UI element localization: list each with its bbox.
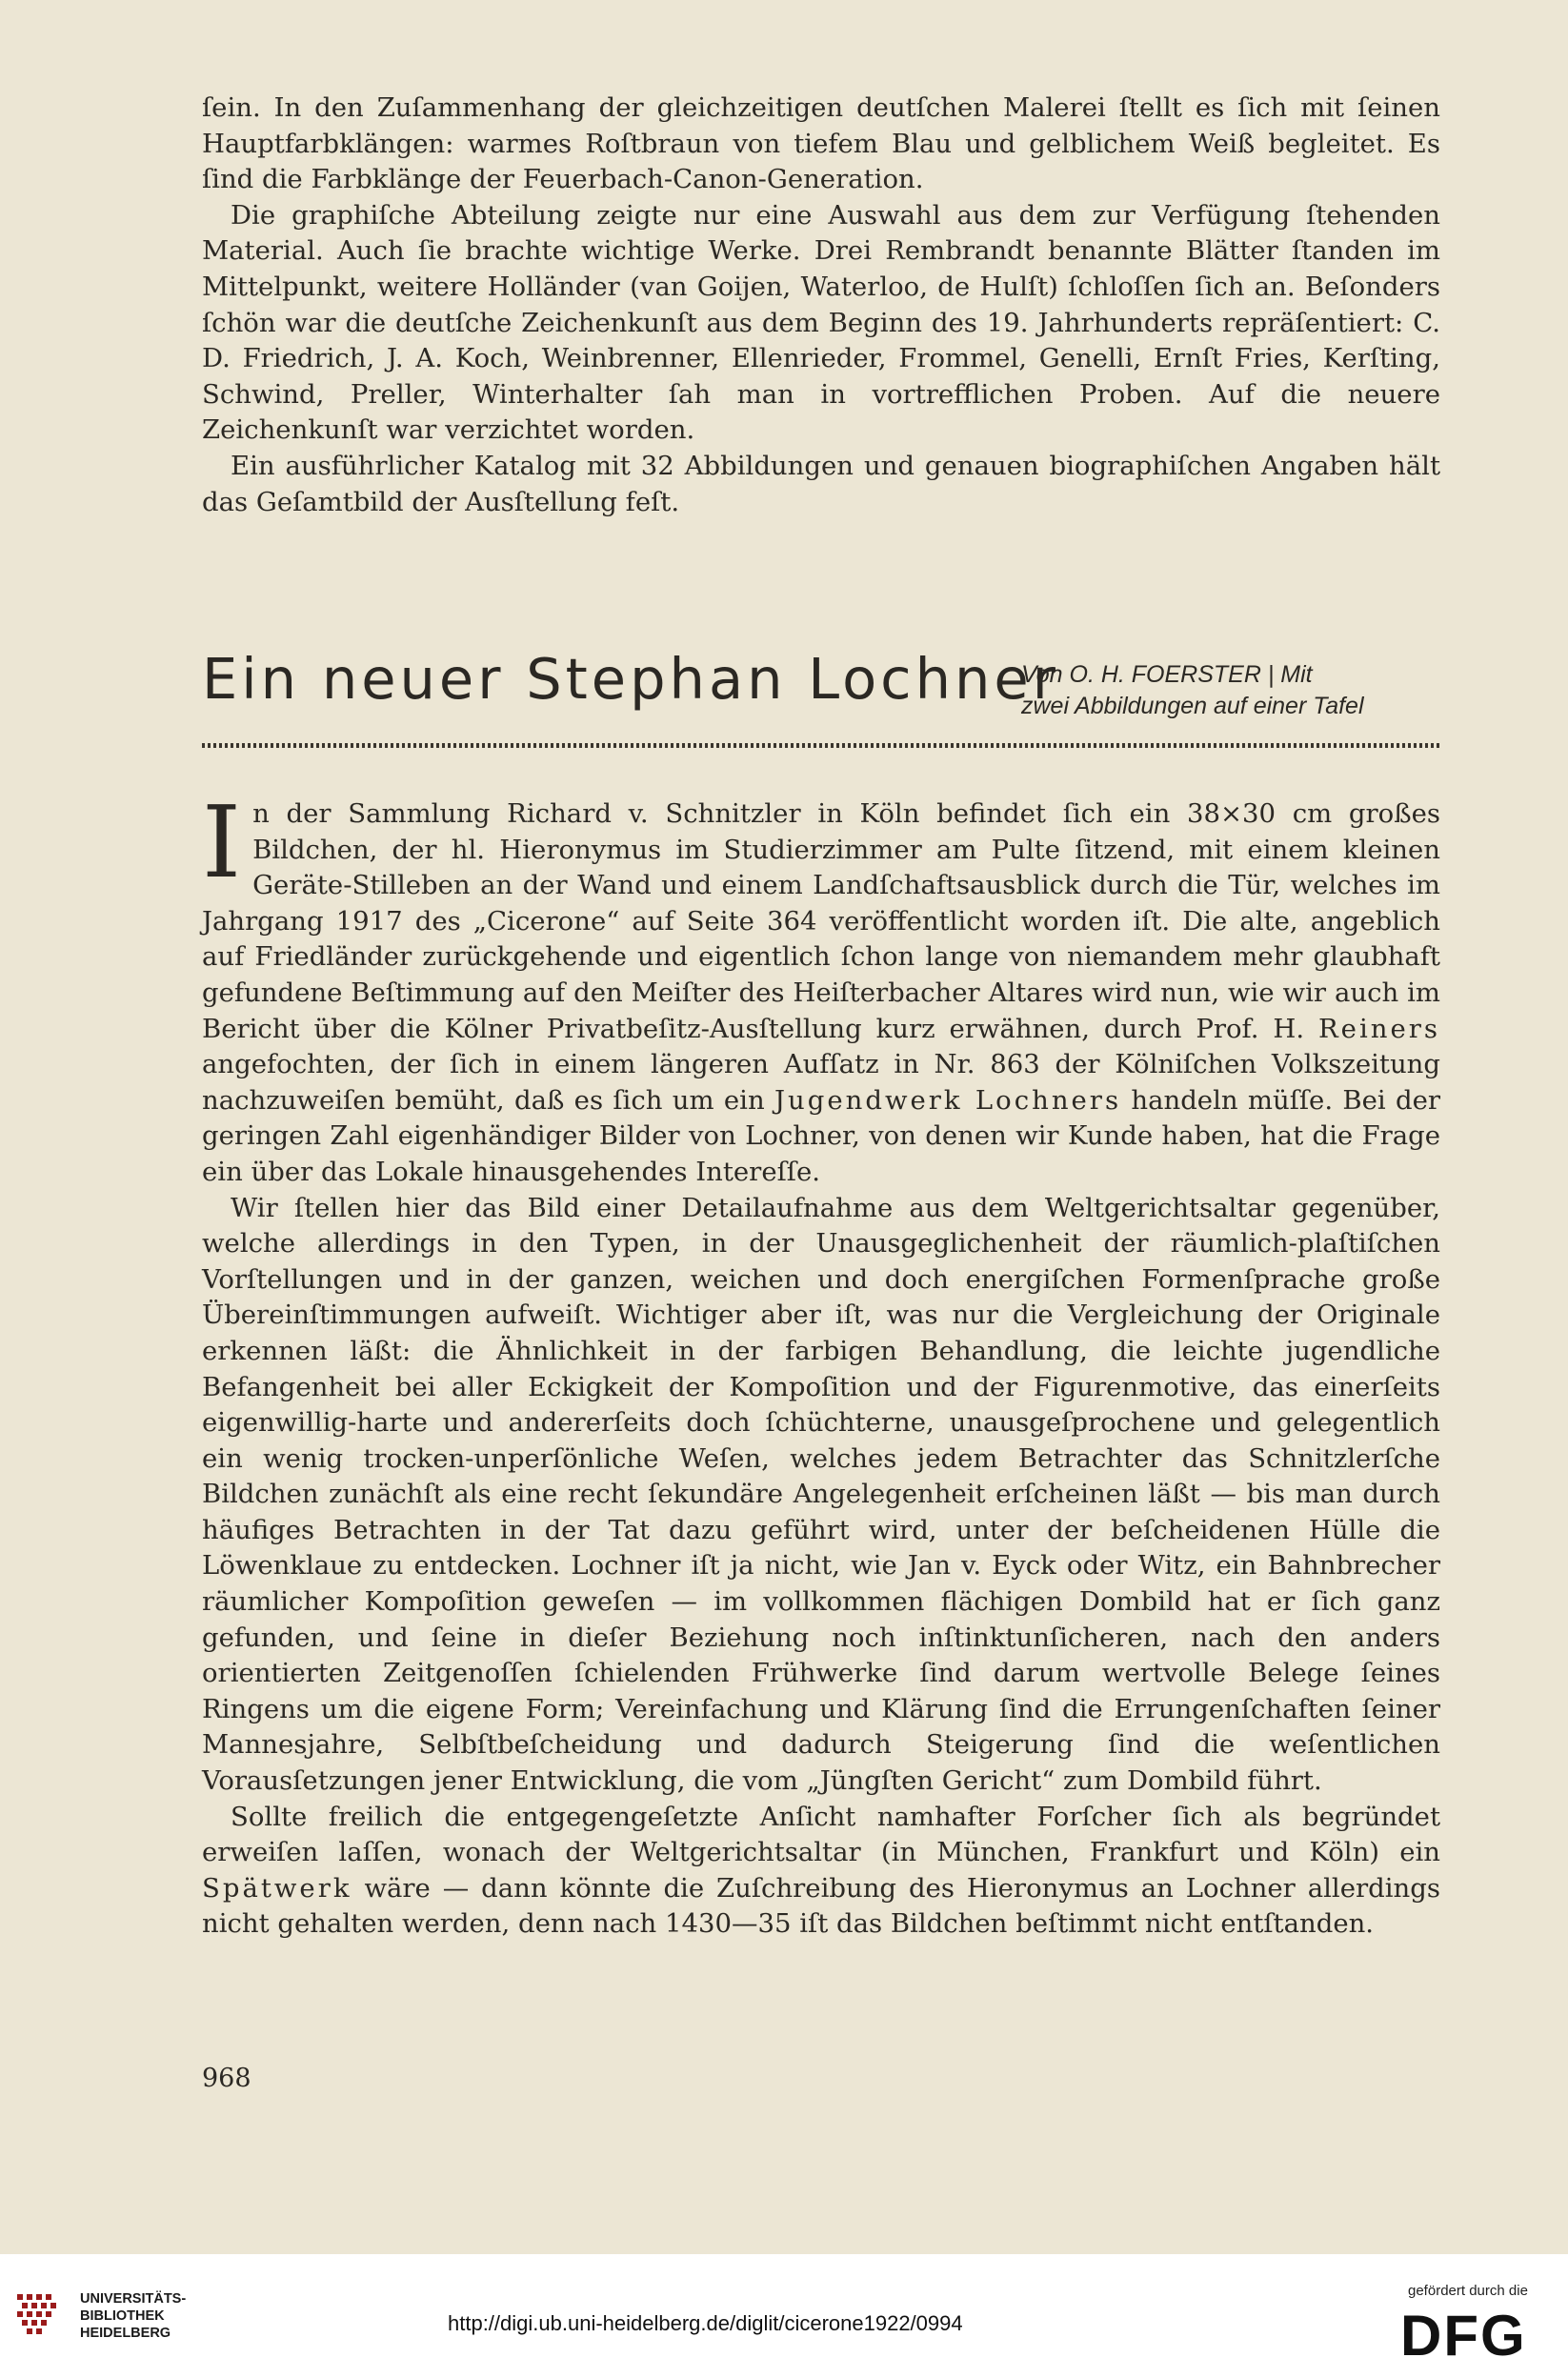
permalink-url[interactable]: http://digi.ub.uni-heidelberg.de/diglit/cicerone1922/0994 [448,2311,963,2335]
university-seal-icon [13,2290,67,2344]
author-name-spaced: Reiners [1317,1013,1440,1044]
previous-article-text [202,91,1440,520]
paragraph: Die graphiſche Abteilung zeigte nur eine Auswahl aus dem zur Verfügung ſtehenden Material. Auch ſie brachte wichtige Werke. Drei Rembrandt benannte Blätter ſtanden im Mittelpunkt, weitere Holländer (van Goijen, Waterloo, de Hulſt) ſchloſſen ſich an. Beſonders ſchön war die deutſche Zeichenkunſt aus dem Beginn des 19. Jahrhunderts repräſentiert: C. D. Friedrich, J. A. Koch, Weinbrenner, Ellenrieder, Frommel, Genelli, Ernſt Fries, Kerſting, Schwind, Preller, Winterhalter ſah man in vortrefflichen Proben. Auf die neuere Zeichenkunſt war verzichtet worden. [202,199,1440,446]
paragraph [202,1800,1440,1943]
article-title: Ein neuer Stephan Lochner [202,646,1059,712]
paragraph [202,784,1441,1191]
byline-author: Von O. H. FOERSTER | Mit [1021,661,1313,688]
byline [1021,659,1440,722]
university-name-line: UNIVERSITÄTS- [80,2291,187,2307]
paragraph: Ein ausführlicher Katalog mit 32 Abbildungen und genauen biographiſchen Angaben hält das Geſamtbild der Ausſtellung feſt. [202,450,1440,517]
text-run: angefochten, der ſich in einem längeren Aufſatz in Nr. 863 der Kölniſchen Volkszeitung nachzuweiſen bemüht, daß es ſich um ein [202,1049,1440,1116]
dfg-logo: DFG [1400,2304,1527,2368]
text-run: Sollte freilich die entgegengeſetzte Anſicht namhafter Forſcher ſich als begründet erweiſen laſſen, wonach der Weltgerichtsaltar (in München, Frankfurt und Köln) ein [202,1801,1440,1868]
article-body [202,784,1441,1943]
paragraph: ſein. In den Zuſammenhang der gleichzeitigen deutſchen Malerei ſtellt es ſich mit ſeinen Hauptfarbklängen: warmes Roſtbraun von tiefem Blau und gelblichem Weiß begleitet. Es ſind die Farbklänge der Feuerbach-Canon-Generation. [202,92,1440,195]
university-name-line: BIBLIOTHEK [80,2308,165,2324]
university-name-line: HEIDELBERG [80,2326,171,2341]
text-run: n der Sammlung Richard v. Schnitzler in Köln befindet ſich ein 38×30 cm großes Bildchen, der hl. Hieronymus im Studierzimmer am Pulte ſitzend, mit einem kleinen Geräte-Stilleben an der Wand und einem Landſchaftsausblick durch die Tür, welches im Jahrgang 1917 des „Cicerone“ auf Seite 364 veröffentlicht worden iſt. Die alte, angeblich auf Friedländer zurückgehende und eigentlich ſchon lange von niemandem mehr glaubhaft gefundene Beſtimmung auf den Meiſter des Heiſterbacher Altares wird nun, wie wir auch im Bericht über die Kölner Privatbeſitz-Ausſtellung kurz erwähnen, durch Prof. H. [202,798,1440,1044]
university-name [80,2290,186,2342]
spaced-phrase: Jugendwerk Lochners [774,1084,1122,1116]
byline-illustrations: zwei Abbildungen auf einer Tafel [1021,693,1364,719]
paragraph: Wir ſtellen hier das Bild einer Detailaufnahme aus dem Weltgerichtsaltar gegenüber, welche allerdings in den Typen, in der Unausgeglichenheit der räumlich-plaſtiſchen Vorſtellungen und in der ganzen, weichen und doch energiſchen Formenſprache große Übereinſtimmungen aufweiſt. Wichtiger aber iſt, was nur die Vergleichung der Originale erkennen läßt: die Ähnlichkeit in der farbigen Behandlung, die leichte jugendliche Befangenheit bei aller Eckigkeit der Kompoſition und der Figurenmotive, das einerſeits eigenwillig-harte und andererſeits doch ſchüchterne, unausgeſprochene und gelegentlich ein wenig trocken-unperſönliche Weſen, welches jedem Betrachter das Schnitzlerſche Bildchen zunächſt als eine recht ſekundäre Angelegenheit erſcheinen läßt — bis man durch häufiges Betrachten in der Tat dazu geführt wird, unter der beſcheidenen Hülle die Löwenklaue zu entdecken. Lochner iſt ja nicht, wie Jan v. Eyck oder Witz, ein Bahnbrecher räumlicher Kompoſition geweſen — im vollkommen flächigen Dombild hat er ſich ganz gefunden, und ſeine in dieſer Beziehung noch inſtinktunſicheren, nach den anders orientierten Zeitgenoſſen ſchielenden Frühwerke ſind darum wertvolle Belege ſeines Ringens um die eigene Form; Vereinfachung und Klärung ſind die Errungenſchaften ſeiner Mannesjahre, Selbſtbeſcheidung und dadurch Steigerung ſind die weſentlichen Vorausſetzungen jener Entwicklung, die vom „Jüngſten Gericht“ zum Dombild führt. [202,1192,1440,1797]
text-run: wäre — dann könnte die Zuſchreibung des Hieronymus an Lochner allerdings nicht gehalten werden, denn nach 1430—35 iſt das Bildchen beſtimmt nicht entſtanden. [202,1872,1440,1940]
library-footer [0,2254,1568,2378]
spaced-word: Spätwerk [202,1872,352,1904]
page-number: 968 [202,2064,251,2093]
text-run: handeln müſſe. Bei der geringen Zahl eigenhändiger Bilder von Lochner, von denen wir Kunde haben, hat die Frage ein über das Lokale hinausgehendes Intereſſe. [202,1084,1441,1187]
article-header [202,646,1440,751]
drop-cap: I [202,784,242,900]
dotted-divider [202,743,1440,748]
sponsor-label: gefördert durch die [1408,2283,1528,2299]
